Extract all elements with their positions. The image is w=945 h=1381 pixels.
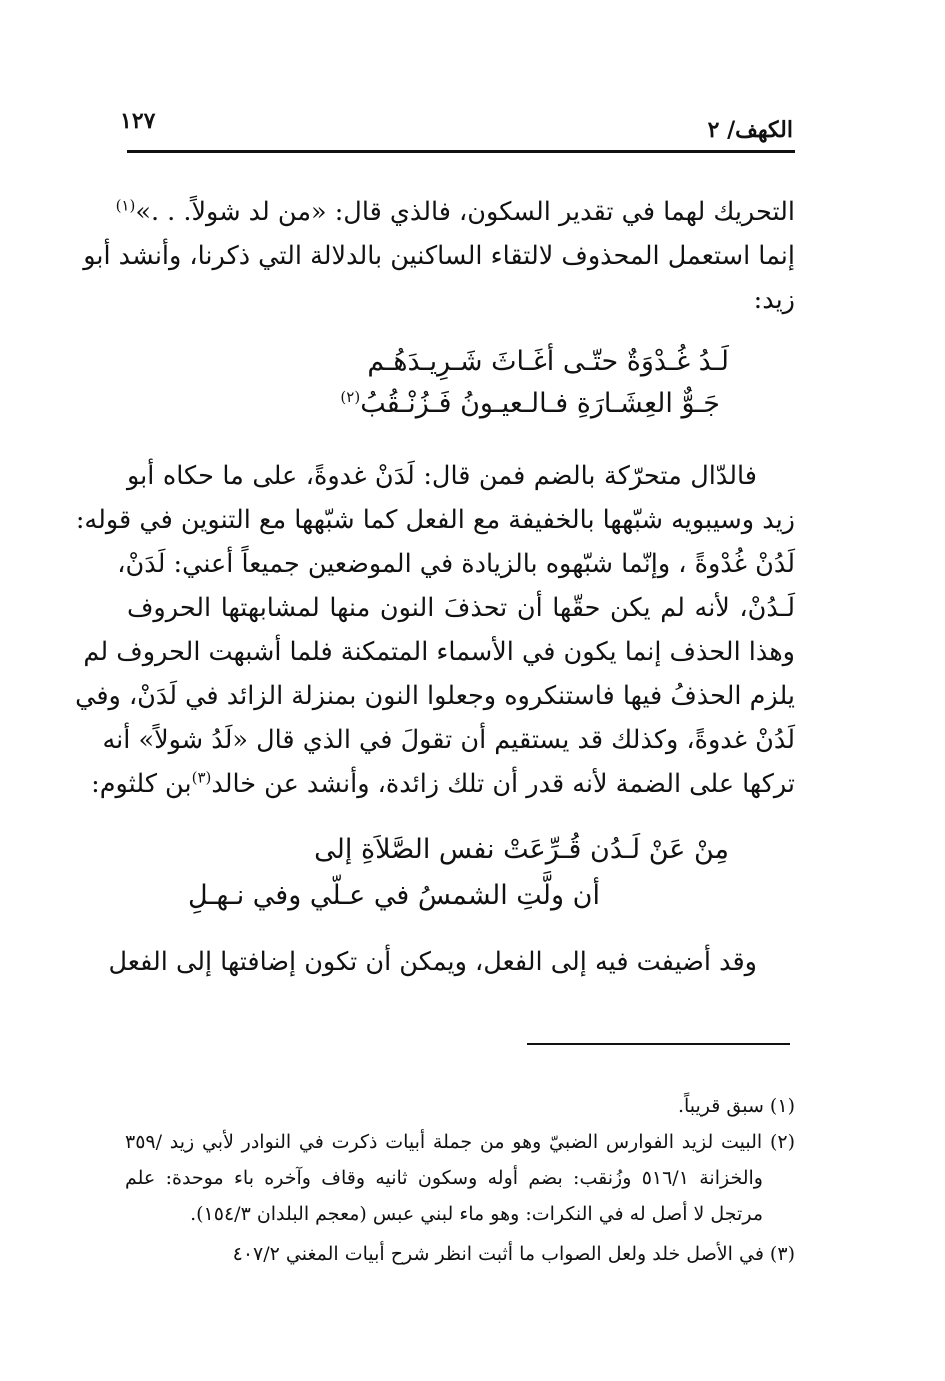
paragraph-3 bbox=[108, 940, 795, 984]
footnote-line: (٢) البيت لزيد الفوارس الضبيّ وهو من جملة أبيات ذكرت في النوادر لأبي زيد /٣٥٩ bbox=[125, 1131, 795, 1153]
text-line: زيد وسيبويه شبّهها بالخفيفة مع الفعل كما شبّهها مع التنوين في قوله: bbox=[75, 505, 795, 535]
verse-1-line-2 bbox=[340, 388, 720, 419]
text-line: وهذا الحذف إنما يكون في الأسماء المتمكنة فلما أشبهت الحروف لم bbox=[83, 637, 795, 667]
main-text-2 bbox=[75, 454, 795, 806]
text-line: إنما استعمل المحذوف لالتقاء الساكنين بالدلالة التي ذكرنا، وأنشد أبو bbox=[83, 241, 795, 271]
header-rule bbox=[127, 150, 795, 153]
text-line-content: التحريك لهما في تقدير السكون، فالذي قال: «من لد شولاً. . .» bbox=[135, 197, 795, 227]
text-line: لَدُنْ غُدْوةً ، وإنّما شبّهوه بالزيادة في الموضعين جميعاً أعني: لَدَنْ، bbox=[117, 549, 795, 579]
main-text-3 bbox=[108, 940, 795, 984]
footnote-1: (١) سبق قريباً. bbox=[677, 1095, 795, 1117]
footnote-ref: (١) bbox=[115, 196, 136, 215]
text-line: لَـدُنْ، لأنه لم يكن حقّها أن تحذفَ النون منها لمشابهتها الحروف bbox=[127, 593, 795, 623]
text-line bbox=[115, 190, 795, 234]
footnote-2 bbox=[125, 1124, 795, 1232]
text-line: زيد: bbox=[753, 285, 795, 315]
footnotes bbox=[125, 1088, 795, 1272]
text-line: لَدُنْ غدوةً، وكذلك قد يستقيم أن تقولَ في الذي قال «لَدُ شولاً» أنه bbox=[102, 725, 795, 755]
text-line: وقد أضيفت فيه إلى الفعل، ويمكن أن تكون إضافتها إلى الفعل bbox=[108, 947, 757, 977]
page-number: ١٢٧ bbox=[120, 108, 156, 134]
footnote-ref: (٢) bbox=[340, 388, 361, 406]
footnote-3: (٣) في الأصل خلد ولعل الصواب ما أثبت انظر شرح أبيات المغني ٤٠٧/٢ bbox=[232, 1243, 795, 1265]
text-line: فالدّال متحرّكة بالضم فمن قال: لَدَنْ غدوةً، على ما حكاه أبو bbox=[127, 461, 757, 491]
verse-2-line-1: مِنْ عَنْ لَـدُن قُـرِّعَتْ نفس الصَّلاَةِ إلى bbox=[314, 834, 729, 865]
verse-1-line-1: لَـدُ غُـدْوَةٌ حتّـى أغَـاثَ شَـرِيـدَهُـم bbox=[367, 346, 729, 377]
text-line-content: تركها على الضمة لأنه قدر أن تلك زائدة، وأنشد عن خالد bbox=[211, 769, 795, 799]
text-line bbox=[91, 762, 795, 806]
footnote-line: والخزانة ٥١٦/١ وزُنقب: بضم أوله وسكون ثانيه وقاف وآخره باء موحدة: علم bbox=[125, 1167, 763, 1189]
paragraph-1 bbox=[83, 190, 795, 322]
running-header-title: الكهف/ ٢ bbox=[707, 117, 793, 143]
verse-text: جَـوٌّ العِشَـارَةِ فـالـعيـونُ فَـزُنْـقُبُ bbox=[360, 388, 720, 419]
footnote-rule bbox=[527, 1043, 790, 1045]
text-line: يلزم الحذفُ فيها فاستنكروه وجعلوا النون بمنزلة الزائد في لَدَنْ، وفي bbox=[75, 681, 795, 711]
verse-2-line-2: أن ولَّتِ الشمسُ في عـلّي وفي نـهـلِ bbox=[187, 880, 600, 911]
paragraph-2 bbox=[75, 454, 795, 806]
main-text bbox=[83, 190, 795, 322]
text-line-content: بن كلثوم: bbox=[91, 769, 192, 799]
footnote-line: مرتجل لا أصل له في النكرات: وهو ماء لبني عبس (معجم البلدان ١٥٤/٣). bbox=[190, 1203, 763, 1225]
footnote-ref: (٣) bbox=[191, 768, 212, 787]
